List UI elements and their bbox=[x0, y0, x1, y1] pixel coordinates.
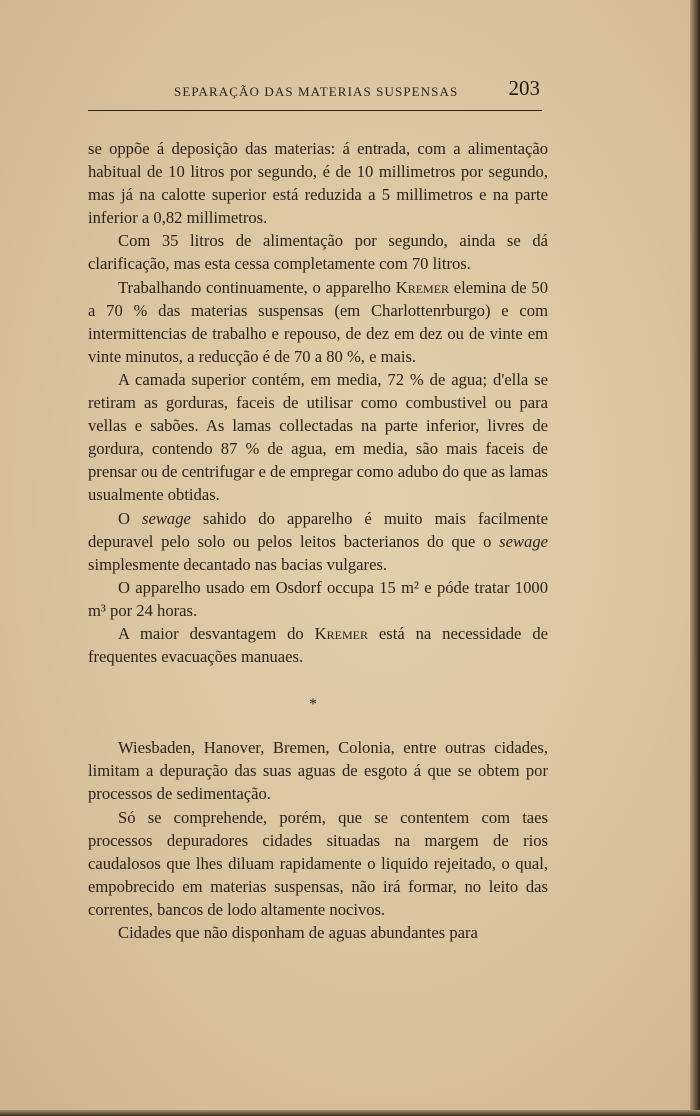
page-bottom-edge bbox=[0, 1110, 700, 1116]
paragraph-6: O apparelho usado em Osdorf occupa 15 m² e póde tratar 1000 m³ por 24 horas. bbox=[88, 577, 548, 620]
paragraph-5-text-a: O bbox=[118, 508, 143, 528]
sewage-term: sewage bbox=[142, 508, 191, 528]
paragraph-5 bbox=[88, 507, 548, 576]
paragraph-10: Cidades que não disponham de aguas abundantes para bbox=[118, 923, 478, 942]
kremer-name: Kremer bbox=[395, 277, 450, 297]
paragraph-1: se oppõe á deposição das materias: á entrada, com a alimentação habitual de 10 litros por segundo, é de 10 millimetros por segundo, mas já na calotte superior está reduzida a 5 millimetros e na parte inferior a 0,82 millimetros. bbox=[88, 139, 548, 228]
paragraph-5-text-b: sahido do apparelho é muito mais facilmente depuravel pelo solo ou pelos leitos bacterianos do que o bbox=[88, 508, 548, 551]
body-text bbox=[88, 137, 548, 944]
page-edge-shadow bbox=[690, 0, 700, 1116]
paragraph-3-text-a: Trabalhando continuamente, o apparelho bbox=[118, 277, 396, 297]
paragraph-2: Com 35 litros de alimentação por segundo, ainda se dá clarificação, mas esta cessa completamente com 70 litros. bbox=[88, 231, 548, 274]
paragraph-7-text-a: A maior desvantagem do bbox=[118, 623, 315, 643]
kremer-name: Kremer bbox=[314, 623, 368, 643]
paragraph-5-text-c: simplesmente decantado nas bacias vulgares. bbox=[88, 554, 388, 574]
sewage-term: sewage bbox=[499, 531, 548, 551]
paragraph-4: A camada superior contém, em media, 72 % de agua; d'ella se retiram as gorduras, faceis de utilisar como combustivel ou para vellas e sabões. As lamas collectadas na parte inferior, livres de gordura, contendo 87 % de agua, em media, são mais faceis de prensar ou de centrifugar e de empregar como adubo do que as lamas usualmente obtidas. bbox=[88, 369, 548, 505]
paragraph-7 bbox=[88, 622, 548, 668]
paragraph-8: Wiesbaden, Hanover, Bremen, Colonia, entre outras cidades, limitam a depuração das suas aguas de esgoto á que se obtem por processos de sedimentação. bbox=[88, 738, 548, 804]
paragraph-7-text-b: está na necessidade de frequentes evacuações manuaes. bbox=[88, 623, 548, 667]
page-header bbox=[88, 72, 542, 111]
running-head: SEPARAÇÃO DAS MATERIAS SUSPENSAS bbox=[174, 84, 459, 99]
page-number: 203 bbox=[508, 76, 540, 100]
paragraph-3-text-b: elemina de 50 a 70 % das materias suspensas (em Charlottenrburgo) e com intermittencias de trabalho e repouso, de dez em dez ou de vinte em vinte minutos, a reducção é de 70 a 80 %, e mais. bbox=[88, 277, 548, 366]
paragraph-3 bbox=[88, 276, 548, 368]
section-separator: * bbox=[309, 696, 317, 714]
paragraph-9: Só se comprehende, porém, que se contentem com taes processos depuradores cidades situadas na margem de rios caudalosos que lhes diluam rapidamente o liquido rejeitado, o qual, empobrecido em materias suspensas, não irá formar, no leito das correntes, bancos de lodo altamente nocivos. bbox=[88, 807, 548, 919]
